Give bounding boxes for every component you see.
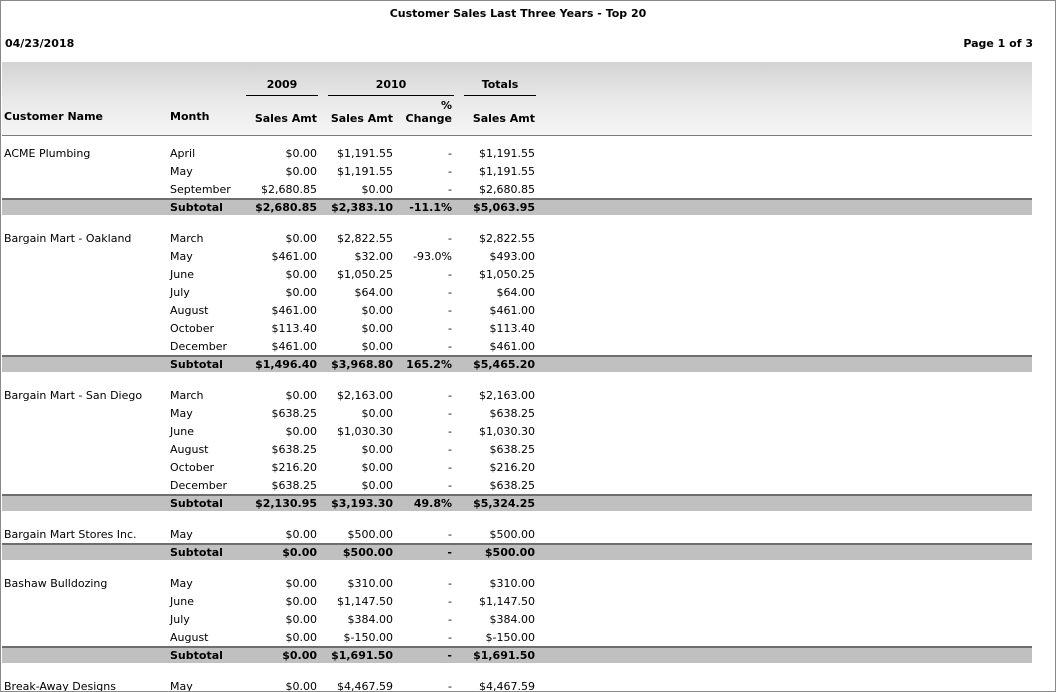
- customer-name-cell: ACME Plumbing: [4, 147, 91, 160]
- month-cell: December: [170, 340, 228, 353]
- month-cell: May: [170, 577, 193, 590]
- sales-2010-cell: $1,050.25: [337, 268, 393, 281]
- year-2010-header: 2010: [375, 78, 407, 91]
- report-date: 04/23/2018: [5, 37, 75, 50]
- subtotal-pct-cell: 49.8%: [413, 497, 452, 510]
- table-row: [2, 477, 1032, 495]
- customer-name-cell: Bargain Mart Stores Inc.: [4, 528, 137, 541]
- month-cell: December: [170, 479, 228, 492]
- pct-change-cell: -: [448, 595, 452, 608]
- month-cell: October: [170, 461, 215, 474]
- subtotal-row: [2, 543, 1032, 560]
- total-sales-cell: $64.00: [496, 286, 535, 299]
- sales-2009-cell: $461.00: [271, 340, 317, 353]
- pct-change-cell: -: [448, 286, 452, 299]
- sales-2009-cell: $0.00: [285, 389, 317, 402]
- total-sales-cell: $461.00: [489, 304, 535, 317]
- subtotal-row: [2, 355, 1032, 372]
- sales-2009-cell: $0.00: [285, 268, 317, 281]
- total-sales-cell: $2,822.55: [479, 232, 535, 245]
- sales-2010-cell: $1,030.30: [337, 425, 393, 438]
- month-cell: May: [170, 680, 193, 692]
- pct-change-cell: -: [448, 479, 452, 492]
- month-cell: June: [170, 595, 194, 608]
- sales-2009-cell: $0.00: [285, 147, 317, 160]
- sales-2010-cell: $0.00: [361, 322, 393, 335]
- subtotal-row: [2, 198, 1032, 215]
- month-cell: June: [170, 268, 194, 281]
- total-sales-cell: $4,467.59: [479, 680, 535, 692]
- table-row: [2, 181, 1032, 199]
- sales-2010-cell: $310.00: [347, 577, 393, 590]
- subtotal-row: [2, 646, 1032, 663]
- sales-2010-cell: $2,163.00: [337, 389, 393, 402]
- sales-amt-2009-header: Sales Amt: [254, 112, 317, 125]
- pct-change-cell: -: [448, 461, 452, 474]
- month-cell: September: [170, 183, 231, 196]
- table-row: [2, 284, 1032, 302]
- month-cell: May: [170, 407, 193, 420]
- pct-change-cell: -: [448, 304, 452, 317]
- sales-2009-cell: $0.00: [285, 286, 317, 299]
- subtotal-total-cell: $5,465.20: [473, 358, 535, 371]
- subtotal-2009-cell: $1,496.40: [255, 358, 317, 371]
- subtotal-2009-cell: $2,680.85: [255, 201, 317, 214]
- table-row: [2, 145, 1032, 163]
- sales-2009-cell: $0.00: [285, 613, 317, 626]
- customer-name-cell: Bargain Mart - San Diego: [4, 389, 143, 402]
- subtotal-pct-cell: -11.1%: [409, 201, 452, 214]
- subtotal-label: Subtotal: [170, 201, 223, 214]
- pct-change-cell: -93.0%: [413, 250, 452, 263]
- pct-change-cell: -: [448, 183, 452, 196]
- sales-amt-totals-header: Sales Amt: [472, 112, 535, 125]
- subtotal-pct-cell: -: [447, 546, 452, 559]
- subtotal-label: Subtotal: [170, 649, 223, 662]
- sales-2009-cell: $461.00: [271, 304, 317, 317]
- month-cell: August: [170, 304, 209, 317]
- month-cell: August: [170, 631, 209, 644]
- table-row: [2, 248, 1032, 266]
- pct-change-cell: -: [448, 680, 452, 692]
- total-sales-cell: $1,030.30: [479, 425, 535, 438]
- sales-2010-cell: $384.00: [347, 613, 393, 626]
- total-sales-cell: $1,147.50: [479, 595, 535, 608]
- pct-change-cell: -: [448, 147, 452, 160]
- pct-change-cell: -: [448, 577, 452, 590]
- total-sales-cell: $493.00: [489, 250, 535, 263]
- table-row: [2, 302, 1032, 320]
- pct-change-cell: -: [448, 268, 452, 281]
- total-sales-cell: $1,191.55: [479, 165, 535, 178]
- customer-name-column-header: Customer Name: [4, 110, 103, 123]
- month-cell: May: [170, 528, 193, 541]
- sales-2009-cell: $0.00: [285, 528, 317, 541]
- total-sales-cell: $2,163.00: [479, 389, 535, 402]
- month-cell: April: [170, 147, 196, 160]
- subtotal-2010-cell: $3,968.80: [331, 358, 393, 371]
- year-2009-underline: [246, 95, 318, 96]
- month-cell: July: [170, 286, 190, 299]
- total-sales-cell: $113.40: [489, 322, 535, 335]
- month-cell: June: [170, 425, 194, 438]
- sales-2010-cell: $0.00: [361, 407, 393, 420]
- sales-2010-cell: $500.00: [347, 528, 393, 541]
- sales-2009-cell: $638.25: [271, 443, 317, 456]
- sales-2010-cell: $1,191.55: [337, 165, 393, 178]
- sales-2010-cell: $64.00: [354, 286, 393, 299]
- month-cell: March: [170, 389, 204, 402]
- sales-2009-cell: $0.00: [285, 165, 317, 178]
- subtotal-total-cell: $5,063.95: [473, 201, 535, 214]
- subtotal-2010-cell: $500.00: [342, 546, 393, 559]
- page-number: Page 1 of 3: [963, 37, 1033, 50]
- year-2010-underline: [328, 95, 454, 96]
- sales-2009-cell: $461.00: [271, 250, 317, 263]
- table-row: [2, 526, 1032, 544]
- total-sales-cell: $638.25: [489, 479, 535, 492]
- pct-change-cell: -: [448, 340, 452, 353]
- sales-2009-cell: $638.25: [271, 479, 317, 492]
- year-2009-header: 2009: [266, 78, 298, 91]
- sales-2009-cell: $0.00: [285, 425, 317, 438]
- sales-2010-cell: $0.00: [361, 479, 393, 492]
- sales-2010-cell: $0.00: [361, 461, 393, 474]
- table-row: [2, 266, 1032, 284]
- subtotal-2010-cell: $3,193.30: [331, 497, 393, 510]
- sales-2009-cell: $0.00: [285, 232, 317, 245]
- sales-2010-cell: $0.00: [361, 183, 393, 196]
- total-sales-cell: $-150.00: [485, 631, 535, 644]
- sales-2010-cell: $1,191.55: [337, 147, 393, 160]
- pct-change-cell: -: [448, 613, 452, 626]
- totals-header: Totals: [481, 78, 519, 91]
- pct-change-cell: -: [448, 165, 452, 178]
- sales-amt-2010-header: Sales Amt: [330, 112, 393, 125]
- subtotal-pct-cell: 165.2%: [406, 358, 452, 371]
- subtotal-pct-cell: -: [447, 649, 452, 662]
- table-row: [2, 320, 1032, 338]
- sales-2009-cell: $638.25: [271, 407, 317, 420]
- subtotal-label: Subtotal: [170, 546, 223, 559]
- table-row: [2, 593, 1032, 611]
- subtotal-2009-cell: $0.00: [282, 649, 317, 662]
- subtotal-2009-cell: $0.00: [282, 546, 317, 559]
- pct-change-cell: -: [448, 443, 452, 456]
- subtotal-label: Subtotal: [170, 497, 223, 510]
- sales-2010-cell: $0.00: [361, 340, 393, 353]
- customer-name-cell: Bargain Mart - Oakland: [4, 232, 132, 245]
- pct-change-cell: -: [448, 232, 452, 245]
- total-sales-cell: $500.00: [489, 528, 535, 541]
- month-cell: May: [170, 250, 193, 263]
- table-row: [2, 423, 1032, 441]
- total-sales-cell: $384.00: [489, 613, 535, 626]
- table-row: [2, 338, 1032, 356]
- sales-2010-cell: $1,147.50: [337, 595, 393, 608]
- table-row: [2, 575, 1032, 593]
- subtotal-total-cell: $500.00: [484, 546, 535, 559]
- table-row: [2, 230, 1032, 248]
- pct-change-cell: -: [448, 389, 452, 402]
- subtotal-label: Subtotal: [170, 358, 223, 371]
- subtotal-2009-cell: $2,130.95: [255, 497, 317, 510]
- month-cell: May: [170, 165, 193, 178]
- customer-name-cell: Bashaw Bulldozing: [4, 577, 108, 590]
- sales-2009-cell: $0.00: [285, 631, 317, 644]
- month-cell: July: [170, 613, 190, 626]
- sales-2009-cell: $2,680.85: [261, 183, 317, 196]
- customer-name-cell: Break-Away Designs: [4, 680, 116, 692]
- table-row: [2, 611, 1032, 629]
- subtotal-total-cell: $1,691.50: [473, 649, 535, 662]
- sales-2010-cell: $0.00: [361, 443, 393, 456]
- pct-change-cell: -: [448, 407, 452, 420]
- subtotal-2010-cell: $1,691.50: [331, 649, 393, 662]
- month-cell: August: [170, 443, 209, 456]
- totals-underline: [464, 95, 536, 96]
- subtotal-2010-cell: $2,383.10: [331, 201, 393, 214]
- total-sales-cell: $310.00: [489, 577, 535, 590]
- sales-2009-cell: $113.40: [271, 322, 317, 335]
- sales-2009-cell: $0.00: [285, 680, 317, 692]
- pct-change-cell: -: [448, 425, 452, 438]
- sales-2010-cell: $4,467.59: [337, 680, 393, 692]
- month-cell: October: [170, 322, 215, 335]
- total-sales-cell: $638.25: [489, 443, 535, 456]
- column-header-band: [2, 62, 1032, 136]
- table-row: [2, 441, 1032, 459]
- pct-change-cell: -: [448, 631, 452, 644]
- pct-change-header-symbol: %: [440, 99, 452, 112]
- sales-2010-cell: $-150.00: [343, 631, 393, 644]
- pct-change-cell: -: [448, 528, 452, 541]
- sales-2009-cell: $0.00: [285, 577, 317, 590]
- sales-2009-cell: $216.20: [271, 461, 317, 474]
- sales-2010-cell: $0.00: [361, 304, 393, 317]
- total-sales-cell: $216.20: [489, 461, 535, 474]
- table-row: [2, 459, 1032, 477]
- total-sales-cell: $1,191.55: [479, 147, 535, 160]
- subtotal-row: [2, 494, 1032, 511]
- subtotal-total-cell: $5,324.25: [473, 497, 535, 510]
- sales-2010-cell: $2,822.55: [337, 232, 393, 245]
- month-column-header: Month: [170, 110, 210, 123]
- total-sales-cell: $461.00: [489, 340, 535, 353]
- table-row: [2, 629, 1032, 647]
- sales-2010-cell: $32.00: [354, 250, 393, 263]
- table-row: [2, 387, 1032, 405]
- table-row: [2, 678, 1032, 692]
- month-cell: March: [170, 232, 204, 245]
- table-row: [2, 405, 1032, 423]
- pct-change-header-label: Change: [405, 112, 452, 125]
- sales-2009-cell: $0.00: [285, 595, 317, 608]
- pct-change-cell: -: [448, 322, 452, 335]
- total-sales-cell: $2,680.85: [479, 183, 535, 196]
- total-sales-cell: $638.25: [489, 407, 535, 420]
- report-title: Customer Sales Last Three Years - Top 20: [389, 7, 647, 20]
- total-sales-cell: $1,050.25: [479, 268, 535, 281]
- table-row: [2, 163, 1032, 181]
